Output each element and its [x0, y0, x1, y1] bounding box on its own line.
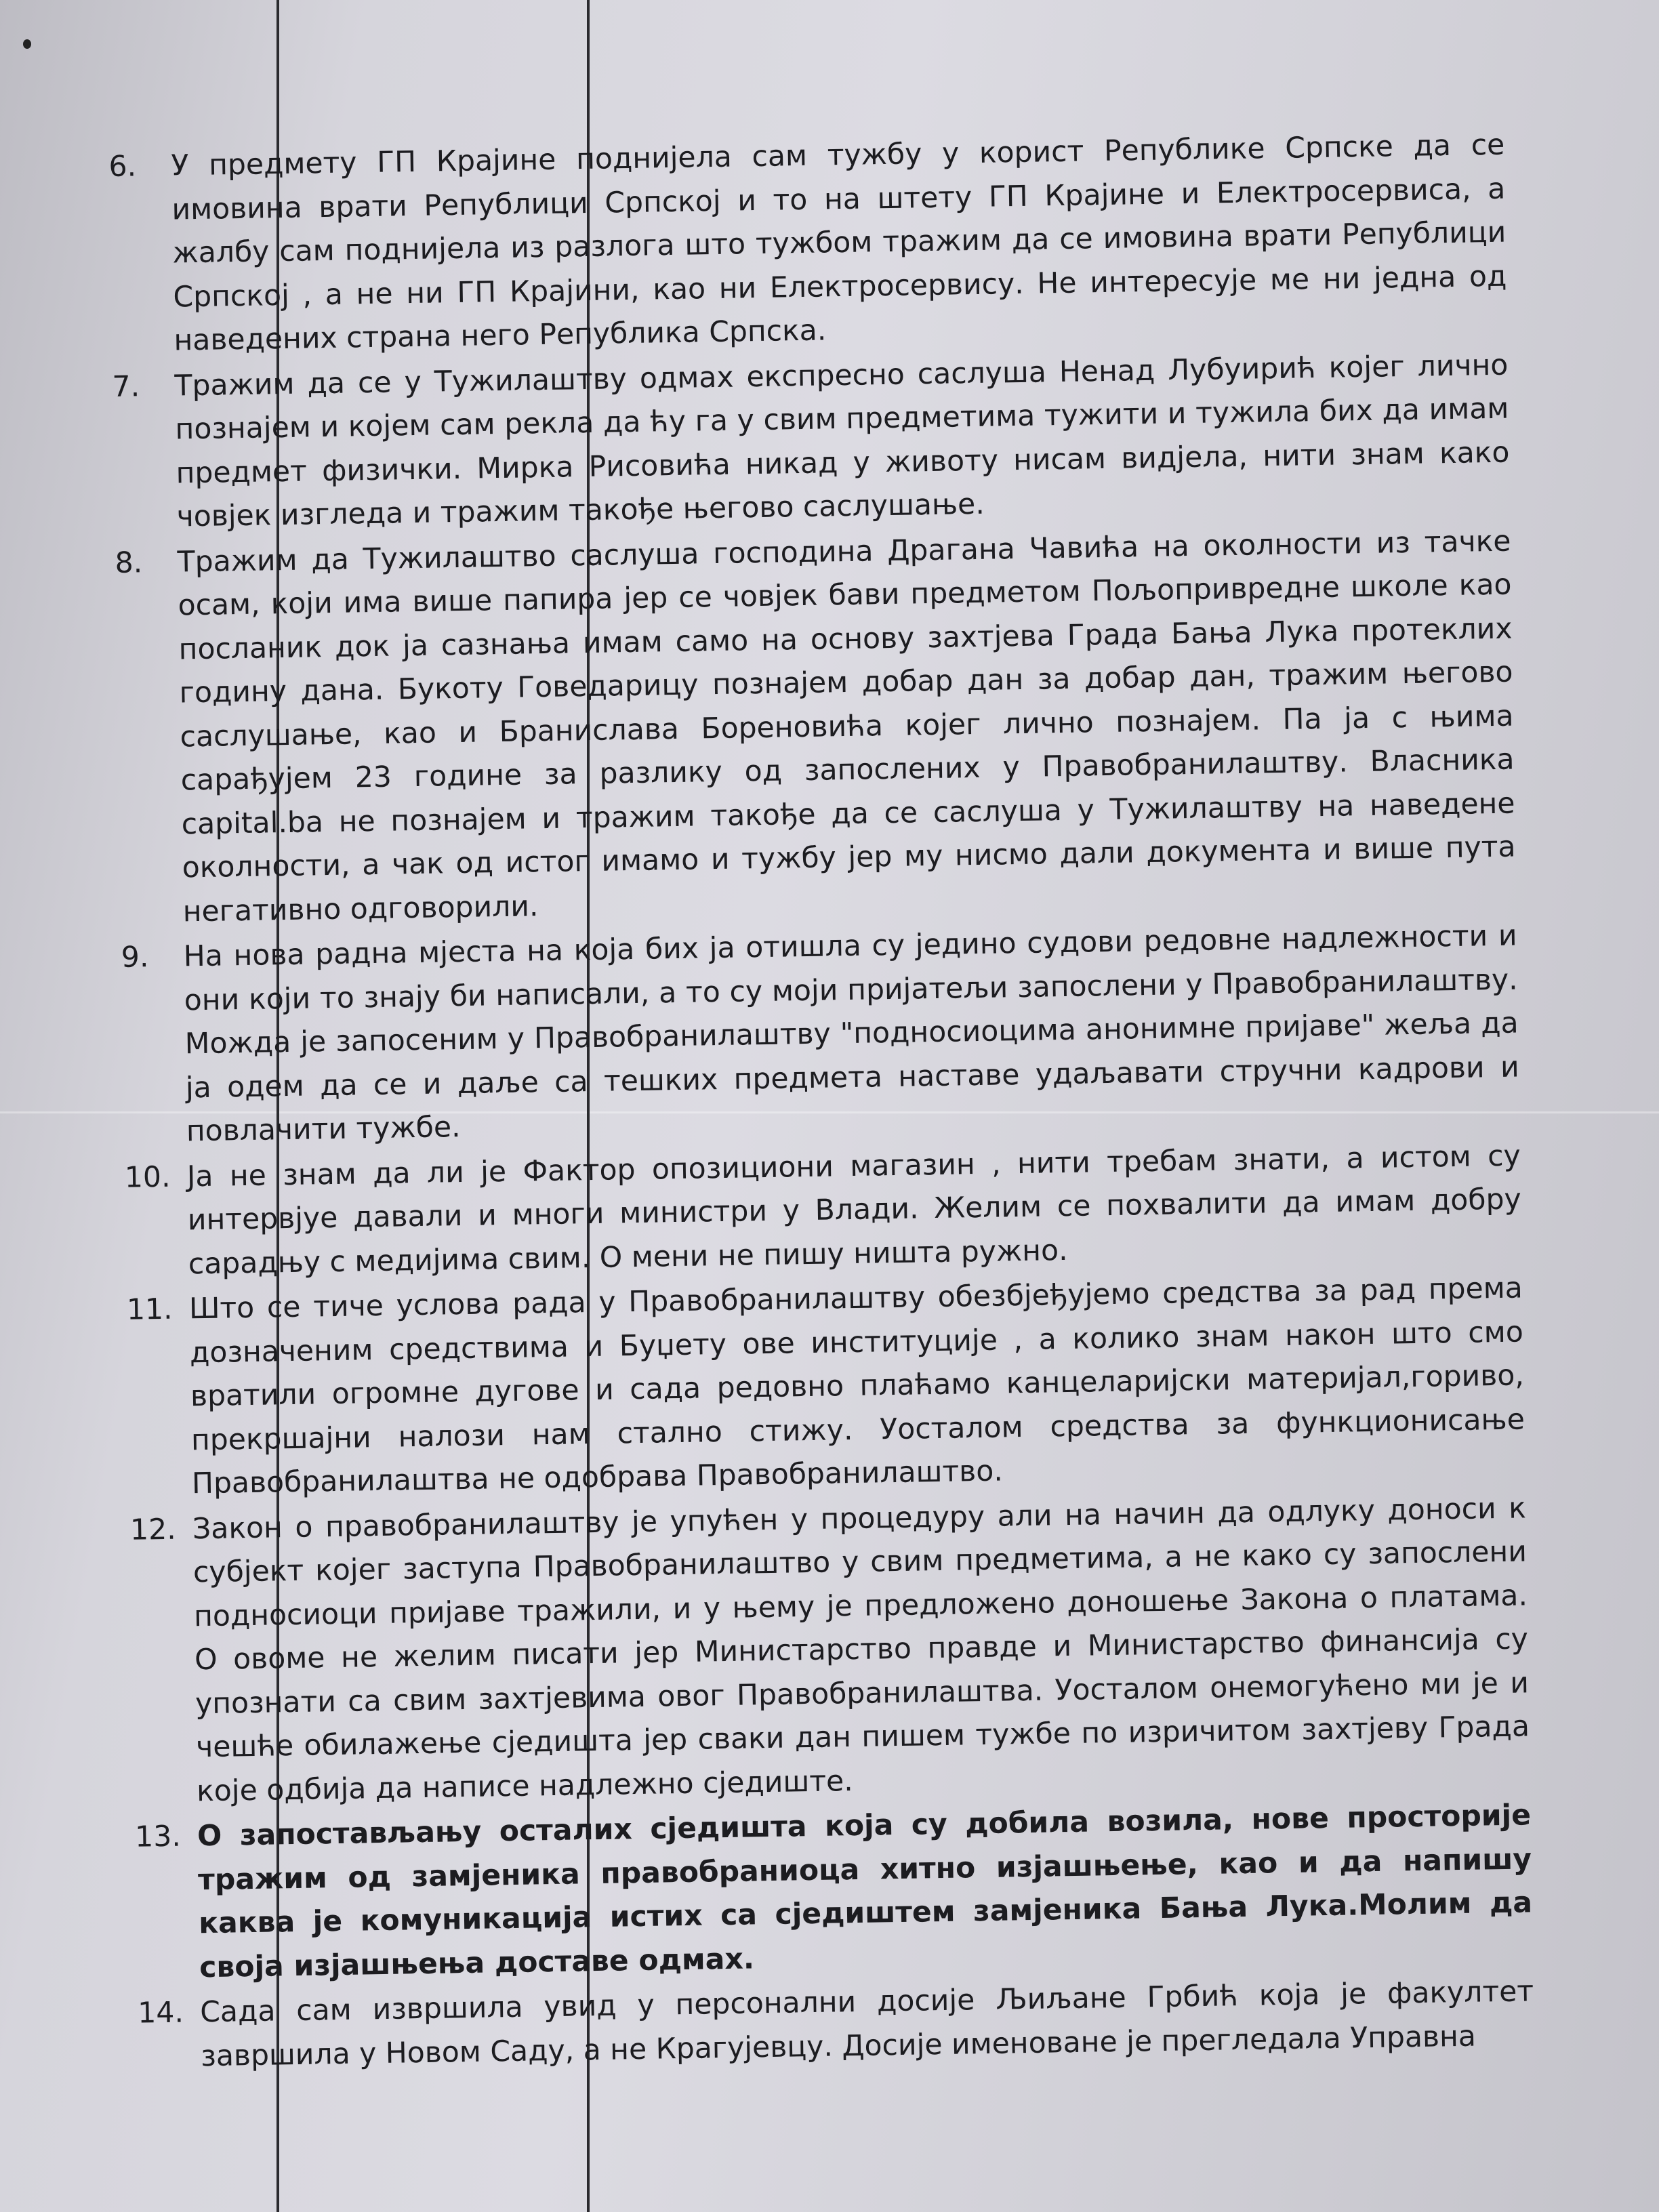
item-text: Тражим да се у Тужилаштву одмах експресно саслуша Ненад Лубуирић којег лично познајем и којем сам рекла да ћу га у свим предметима тужити и тужила бих да имам предмет физички. Мирка Рисовића никад у животу нисам видјела, нити знам како човјек изгледа и тражим такође његово саслушање.	[174, 348, 1510, 534]
list-item	[112, 344, 1511, 540]
item-number: 7.	[112, 369, 140, 404]
item-text: О запостављању осталих сједишта која су добила возила, нове просторије тражим од замјеника правобраниоца хитно изјашњење, као и да напишу каква је комуникација истих са сједиштем замјеника Бања Лука.Молим да своја изјашњења доставе одмах.	[197, 1799, 1533, 1984]
item-number: 11.	[126, 1292, 173, 1327]
item-number: 6.	[108, 150, 137, 184]
list-item	[124, 1134, 1522, 1288]
item-number: 8.	[115, 546, 143, 580]
item-number: 10.	[124, 1160, 171, 1195]
ink-speck	[23, 39, 31, 49]
list-item	[126, 1267, 1525, 1507]
item-text: Закон о правобранилаштву је упућен у процедуру али на начин да одлуку доноси к субјект којег заступа Правобранилаштво у свим предметима, а не како су запослени подносиоци пријаве тражили, и у њему је предложено доношење Закона о платама. О овоме не желим писати јер Министарство правде и Министарство финансија су упознати са свим захтјевима овог Правобранилаштва. Уосталом онемогућено ми је и чешће обилажење сједишта јер сваки дан пишем тужбе по изричитом захтјеву Града које одбија да написе надлежно сједиште.	[192, 1491, 1530, 1808]
item-text: Тражим да Тужилаштво саслуша господина Драгана Чавића на околности из тачке осам, који има више папира јер се човјек бави предметом Пољопривредне школе као посланик док ја сазнања имам само на основу захтјева Града Бања Лука протеклих годину дана. Букоту Говедарицу познајем добар дан за добар дан, тражим његово саслушање, као и Бранислава Бореновића којег лично познајем. Па ја с њима сарађујем 23 године за разлику од запослених у Правобранилаштву. Власника capital.ba не познајем и тражим такође да се саслуша у Тужилаштву на наведене околности, а чак од истог имамо и тужбу јер му нисмо дали документа и више пута негативно одговорили.	[177, 525, 1516, 928]
list-item	[121, 914, 1520, 1155]
item-text: Ја не знам да ли је Фактор опозициони магазин , нити требам знати, а истом су интервјуе давали и многи министри у Влади. Желим се похвалити да имам добру сарадњу с медијима свим. О мени не пишу ништа ружно.	[186, 1139, 1522, 1281]
list-item	[135, 1794, 1534, 1990]
item-number: 13.	[134, 1820, 182, 1854]
item-text: У предмету ГП Крајине поднијела сам тужбу у корист Републике Српске да се имовина врати Републици Српској и то на штету ГП Крајине и Електросервиса, а жалбу сам поднијела из разлога што тужбом тражим да се имовина врати Републици Српској , а не ни ГП Крајини, као ни Електросервису. Не интересује ме ни једна од наведених страна него Република Српска.	[171, 128, 1507, 358]
list-item	[130, 1487, 1531, 1815]
item-number: 9.	[121, 941, 149, 975]
item-number: 14.	[137, 1996, 184, 2030]
item-text: Што се тиче услова рада у Правобранилаштву обезбјеђујемо средства за рад према дозначеним средствима и Буџету ове институције , а колико знам након што смо вратили огромне дугове и сада редовно плаћамо канцеларијски материјал,гориво, прекршајни налози нам стално стижу. Уосталом средства за функционисање Правобранилаштва не одобрава Правобранилаштво.	[188, 1271, 1525, 1501]
list-item	[115, 520, 1517, 935]
item-text: Сада сам извршила увид у персонални досије Љиљане Грбић која је факултет завршила у Новом Саду, а не Крагујевцу. Досије именоване је прегледала Управна	[199, 1975, 1534, 2073]
item-text: На нова радна мјеста на која бих ја отишла су једино судови редовне надлежности и они који то знају би написали, а то су моји пријатељи запослени у Правобранилаштву. Можда је запосеним у Правобранилаштву "подносиоцима анонимне пријаве" жеља да ја одем да се и даље са тешких предмета наставе удаљавати стручни кадрови и повлачити тужбе.	[183, 919, 1519, 1149]
document-body	[108, 124, 1535, 2081]
item-number: 12.	[129, 1513, 177, 1547]
list-item	[108, 124, 1508, 365]
